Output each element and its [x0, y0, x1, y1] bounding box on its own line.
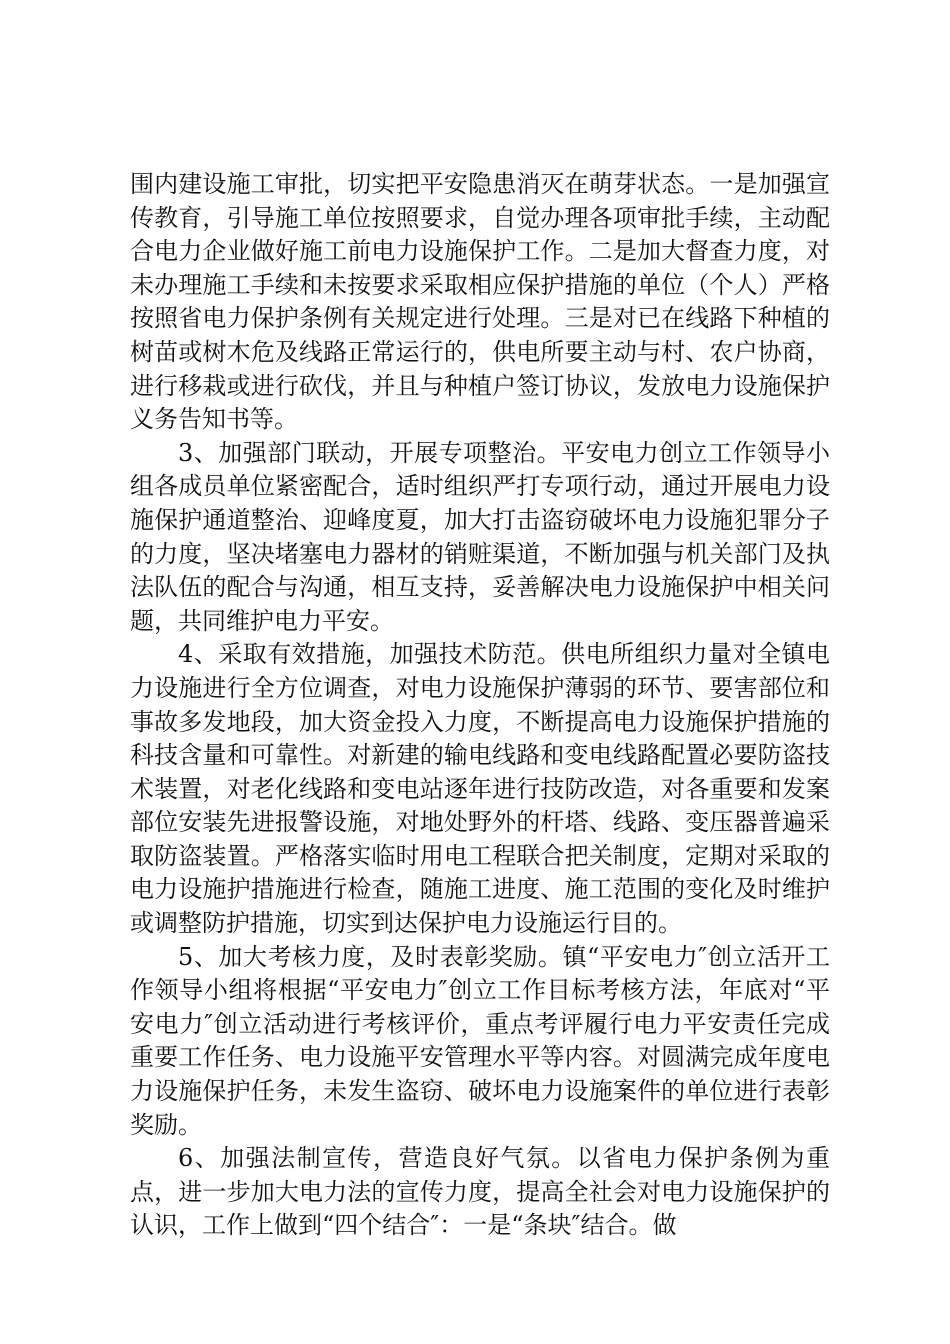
paragraph-5-assessment-rewards: 5、加大考核力度，及时表彰奖励。镇“平安电力″创立活开工作领导小组将根据“平安电力″创立工作目标考核方法，年底对“平安电力″创立活动进行考核评价，重点考评履行电力平安责任完成重要工作任务、电力设施平安管理水平等内容。对圆满完成年度电力设施保护任务，未发生盗窃、破坏电力设施案件的单位进行表彰奖励。: [130, 942, 830, 1139]
paragraph-6-legal-publicity: 6、加强法制宣传，营造良好气氛。以省电力保护条例为重点，进一步加大电力法的宣传力度，提高全社会对电力设施保护的认识，工作上做到“四个结合″：一是“条块″结合。做: [130, 1144, 830, 1240]
document-body: [130, 168, 830, 1243]
paragraph-4-technical-prevention: 4、采取有效措施，加强技术防范。供电所组织力量对全镇电力设施进行全方位调查，对电力设施保护薄弱的环节、要害部位和事故多发地段，加大资金投入力度，不断提高电力设施保护措施的科技含量和可靠性。对新建的输电线路和变电线路配置必要防盗技术装置，对老化线路和变电站逐年进行技防改造，对各重要和发案部位安装先进报警设施，对地处野外的杆塔、线路、变压器普遍采取防盗装置。严格落实临时用电工程联合把关制度，定期对采取的电力设施护措施进行检查，随施工进度、施工范围的变化及时维护或调整防护措施，切实到达保护电力设施运行目的。: [130, 640, 830, 938]
paragraph-3-department-linkage: 3、加强部门联动，开展专项整治。平安电力创立工作领导小组各成员单位紧密配合，适时组织严打专项行动，通过开展电力设施保护通道整治、迎峰度夏，加大打击盗窃破坏电力设施犯罪分子的力度，坚决堵塞电力器材的销赃渠道，不断加强与机关部门及执法队伍的配合与沟通，相互支持，妥善解决电力设施保护中相关问题，共同维护电力平安。: [130, 438, 830, 635]
paragraph-continued: 围内建设施工审批，切实把平安隐患消灭在萌芽状态。一是加强宣传教育，引导施工单位按照要求，自觉办理各项审批手续，主动配合电力企业做好施工前电力设施保护工作。二是加大督查力度，对未办理施工手续和未按要求采取相应保护措施的单位（个人）严格按照省电力保护条例有关规定进行处理。三是对已在线路下种植的树苗或树木危及线路正常运行的，供电所要主动与村、农户协商，进行移栽或进行砍伐，并且与种植户签订协议，发放电力设施保护义务告知书等。: [130, 170, 830, 434]
